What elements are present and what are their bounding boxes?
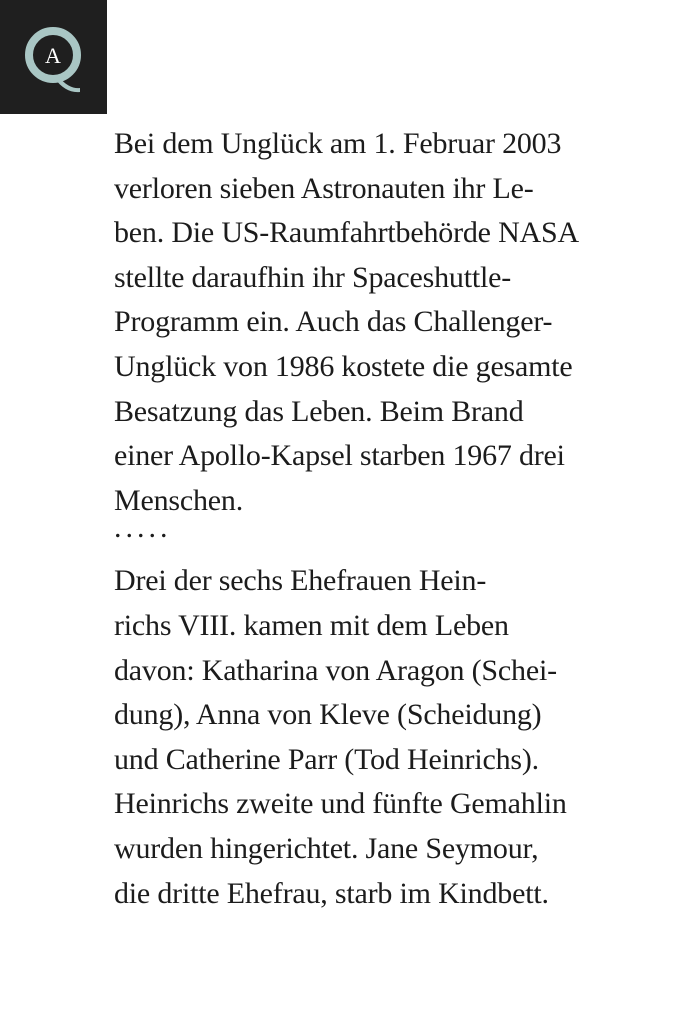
text-line: Heinrichs zweite und fünfte Gemahlin: [114, 787, 567, 821]
text-line: Programm ein. Auch das Challenger-: [114, 305, 553, 339]
article-paragraph-2: [114, 559, 662, 916]
text-line: die dritte Ehefrau, starb im Kindbett.: [114, 876, 549, 910]
text-line: ben. Die US-Raumfahrtbehörde NASA: [114, 216, 579, 250]
text-line: Besatzung das Leben. Beim Brand: [114, 394, 524, 428]
text-line: Bei dem Unglück am 1. Februar 2003: [114, 127, 562, 160]
quiz-logo-icon: [0, 0, 107, 114]
article-content: [114, 122, 662, 916]
text-line: und Catherine Parr (Tod Heinrichs).: [114, 742, 539, 776]
logo-letter: A: [45, 43, 61, 68]
logo: [0, 0, 107, 114]
text-line: einer Apollo-Kapsel starben 1967 drei: [114, 439, 565, 473]
text-line: stellte daraufhin ihr Spaceshuttle-: [114, 260, 512, 294]
text-line: verloren sieben Astronauten ihr Le-: [114, 171, 534, 205]
separator-dots: .....: [114, 511, 172, 545]
text-line: dung), Anna von Kleve (Scheidung): [114, 698, 542, 732]
text-line: davon: Katharina von Aragon (Schei-: [114, 653, 557, 687]
text-line: Menschen.: [114, 483, 243, 517]
text-line: Drei der sechs Ehefrauen Hein-: [114, 564, 487, 598]
text-line: richs VIII. kamen mit dem Leben: [114, 608, 509, 642]
text-line: Unglück von 1986 kostete die gesamte: [114, 349, 573, 383]
text-line: wurden hingerichtet. Jane Seymour,: [114, 831, 539, 865]
section-separator: [114, 511, 662, 557]
article-paragraph-1: [114, 122, 662, 523]
